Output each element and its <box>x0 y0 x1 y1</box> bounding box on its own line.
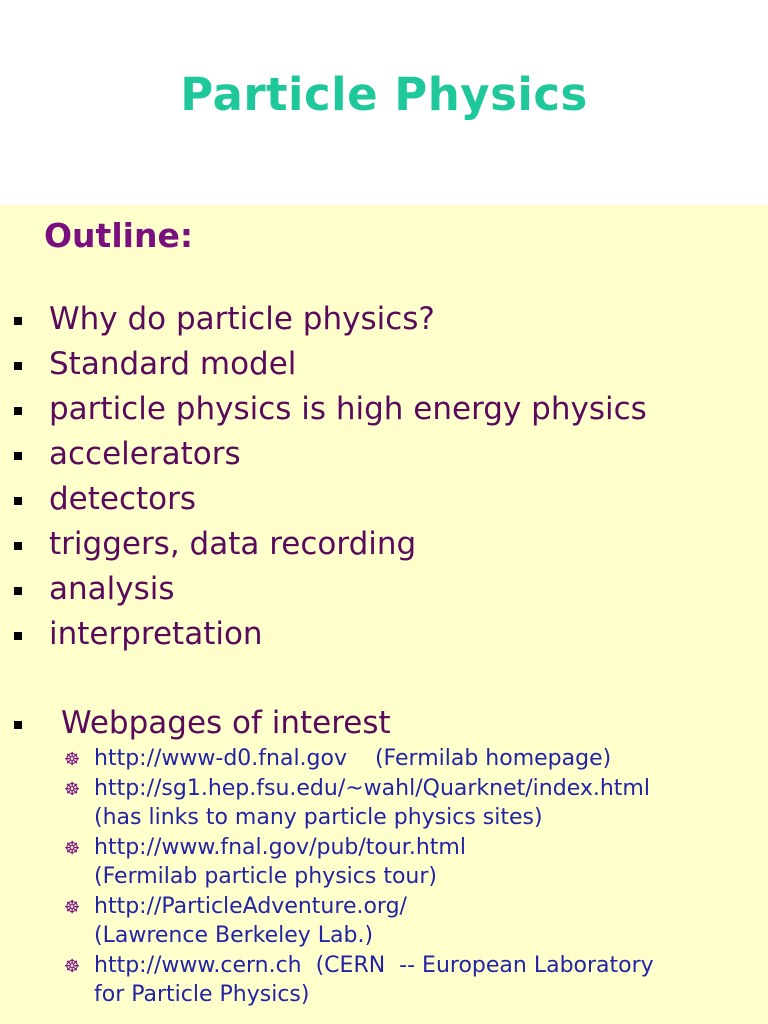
square-bullet-icon <box>14 362 22 370</box>
link-line-1[interactable]: http://www.fnal.gov/pub/tour.html <box>94 835 466 860</box>
outline-list <box>0 297 768 657</box>
square-bullet-icon <box>14 721 22 729</box>
list-item-label: interpretation <box>49 616 263 652</box>
list-item <box>0 612 768 657</box>
outline-heading: Outline: <box>44 216 194 255</box>
page-title: Particle Physics <box>180 68 588 121</box>
webpages-section <box>0 702 768 1010</box>
sun-bullet-icon: ☸ <box>64 838 81 859</box>
webpages-heading-label: Webpages of interest <box>61 705 391 741</box>
list-item <box>0 522 768 567</box>
list-item-label: analysis <box>49 571 175 607</box>
link-line-2: (has links to many particle physics sites) <box>94 805 543 830</box>
square-bullet-icon <box>14 632 22 640</box>
sun-bullet-icon: ☸ <box>64 749 81 770</box>
link-item-quarknet[interactable] <box>0 774 768 832</box>
list-item-label: triggers, data recording <box>49 526 417 562</box>
list-item-label: particle physics is high energy physics <box>49 391 647 427</box>
sun-bullet-icon: ☸ <box>64 956 81 977</box>
list-item <box>0 432 768 477</box>
link-item-cern[interactable] <box>0 951 768 1009</box>
square-bullet-icon <box>14 452 22 460</box>
list-item <box>0 342 768 387</box>
list-item <box>0 387 768 432</box>
link-item-fermilab[interactable] <box>0 744 768 773</box>
link-line-1[interactable]: http://www.cern.ch (CERN -- European Laboratory <box>94 953 654 978</box>
list-item-label: detectors <box>49 481 197 517</box>
square-bullet-icon <box>14 497 22 505</box>
link-item-fermilab-tour[interactable] <box>0 833 768 891</box>
content-panel <box>0 205 768 1024</box>
square-bullet-icon <box>14 317 22 325</box>
link-line-1[interactable]: http://www-d0.fnal.gov (Fermilab homepage) <box>94 746 612 771</box>
link-line-2: for Particle Physics) <box>94 982 310 1007</box>
list-item-label: Standard model <box>49 346 297 382</box>
links-list <box>0 744 768 1009</box>
link-item-particle-adventure[interactable] <box>0 892 768 950</box>
list-item-label: accelerators <box>49 436 241 472</box>
sun-bullet-icon: ☸ <box>64 779 81 800</box>
square-bullet-icon <box>14 542 22 550</box>
list-item <box>0 297 768 342</box>
link-line-1[interactable]: http://ParticleAdventure.org/ <box>94 894 407 919</box>
webpages-heading <box>0 702 768 744</box>
list-item <box>0 567 768 612</box>
list-item <box>0 477 768 522</box>
sun-bullet-icon: ☸ <box>64 897 81 918</box>
link-line-2: (Fermilab particle physics tour) <box>94 864 437 889</box>
list-item-label: Why do particle physics? <box>49 301 435 337</box>
title-area <box>0 0 768 205</box>
link-line-1[interactable]: http://sg1.hep.fsu.edu/~wahl/Quarknet/index.html <box>94 776 650 801</box>
square-bullet-icon <box>14 587 22 595</box>
square-bullet-icon <box>14 407 22 415</box>
link-line-2: (Lawrence Berkeley Lab.) <box>94 923 374 948</box>
